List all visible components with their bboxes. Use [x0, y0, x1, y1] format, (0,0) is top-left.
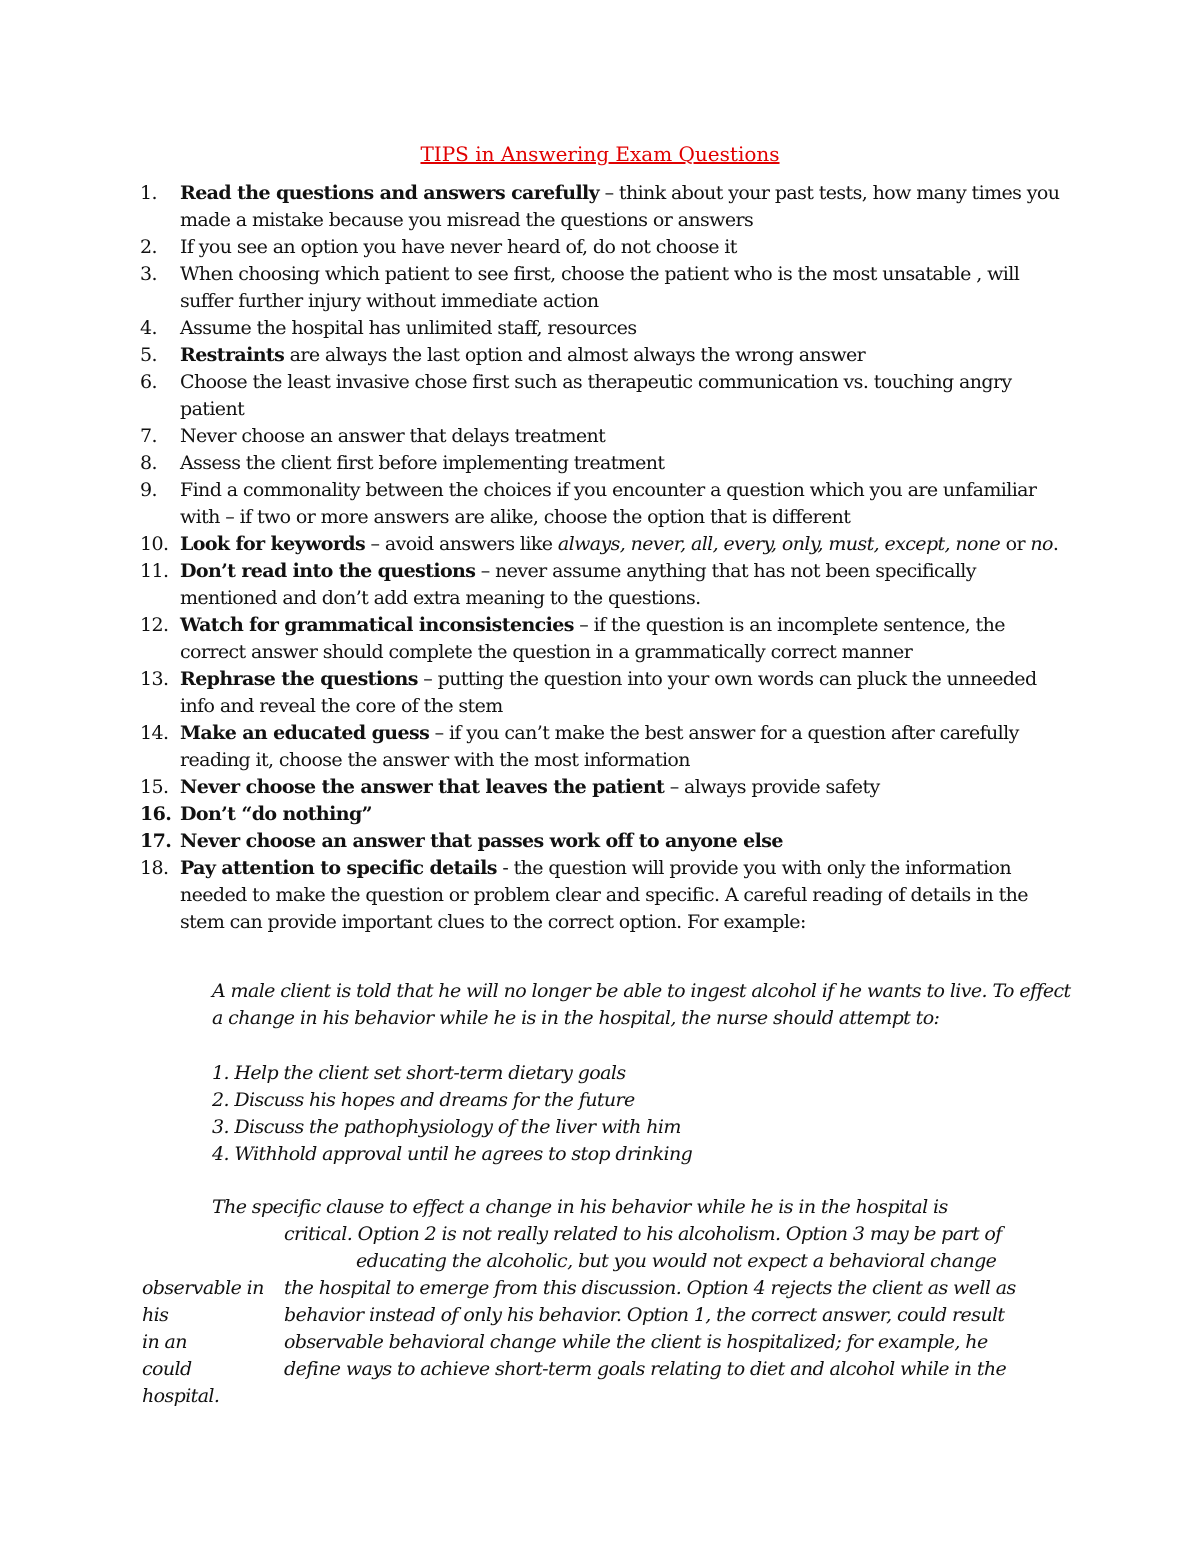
- tip-item-11: [140, 558, 1070, 612]
- tip-number: 14.: [140, 722, 169, 744]
- tip-item-10: [140, 531, 1070, 558]
- tip-number: 10.: [140, 533, 169, 555]
- explanation-side-word: could: [142, 1358, 192, 1380]
- tip-item-5: [140, 342, 1070, 369]
- tip-number: 13.: [140, 668, 169, 690]
- explanation-first-line: The specific clause to effect a change in his behavior while he is in the hospital is: [212, 1196, 948, 1218]
- tip-item-18: [140, 855, 1070, 936]
- tip-keyword-no: no: [1030, 533, 1053, 555]
- tip-item-9: [140, 477, 1070, 531]
- example-question: A male client is told that he will no longer be able to ingest alcohol if he wants to live. To effect a change in his behavior while he is in the hospital, the nurse should attempt to:: [212, 980, 1071, 1029]
- tip-item-7: [140, 423, 1070, 450]
- tip-number: 6.: [140, 371, 157, 393]
- tip-text: If you see an option you have never heard of, do not choose it: [180, 236, 737, 258]
- tip-number: 12.: [140, 614, 169, 636]
- explanation-side-word: in an: [142, 1331, 187, 1353]
- tip-item-3: [140, 261, 1070, 315]
- tip-text: – avoid answers like: [365, 533, 558, 555]
- document-title: TIPS in Answering Exam Questions: [420, 142, 780, 166]
- explanation-side-word: observable in: [142, 1277, 264, 1299]
- tip-text: – if you can’t make the best answer for a question after carefully reading it, choose the answer with the most information: [180, 722, 1019, 771]
- example-option: 2. Discuss his hopes and dreams for the future: [212, 1089, 635, 1111]
- tip-text: Assume the hospital has unlimited staff, resources: [180, 317, 637, 339]
- tip-item-2: [140, 234, 1070, 261]
- example-options: [212, 1060, 1072, 1168]
- explanation-line: the hospital to emerge from this discussion. Option 4 rejects the client as well as: [284, 1277, 1016, 1299]
- example-option: 4. Withhold approval until he agrees to stop drinking: [212, 1143, 693, 1165]
- tip-heading: Make an educated guess: [180, 722, 430, 744]
- tip-heading: Pay attention to specific details: [180, 857, 497, 879]
- tip-text: – always provide safety: [664, 776, 880, 798]
- explanation-line: define ways to achieve short-term goals relating to diet and alcohol while in the: [284, 1358, 1007, 1380]
- tip-item-12: [140, 612, 1070, 666]
- tip-heading: Never choose the answer that leaves the patient: [180, 776, 665, 798]
- tip-text: or: [1000, 533, 1031, 555]
- tip-text: When choosing which patient to see first, choose the patient who is the most unsatable , will suffer further injury without immediate action: [180, 263, 1020, 312]
- tip-number: 1.: [140, 182, 157, 204]
- tip-text: Assess the client first before implementing treatment: [180, 452, 665, 474]
- tip-number: 18.: [140, 857, 169, 879]
- tip-item-8: [140, 450, 1070, 477]
- tip-item-6: [140, 369, 1070, 423]
- tip-text: Find a commonality between the choices if you encounter a question which you are unfamiliar with – if two or more answers are alike, choose the option that is different: [180, 479, 1037, 528]
- tip-item-1: [140, 180, 1070, 234]
- tip-text: – putting the question into your own words can pluck the unneeded info and reveal the core of the stem: [180, 668, 1037, 717]
- tip-text: Choose the least invasive chose first such as therapeutic communication vs. touching angry patient: [180, 371, 1012, 420]
- tip-heading: Restraints: [180, 344, 285, 366]
- tip-item-14: [140, 720, 1070, 774]
- tip-text: – never assume anything that has not been specifically mentioned and don’t add extra meaning to the questions.: [180, 560, 976, 609]
- explanation-line: observable behavioral change while the client is hospitalized; for example, he: [284, 1331, 988, 1353]
- explanation-side-word: hospital.: [142, 1385, 220, 1407]
- tip-heading: Don’t read into the questions: [180, 560, 476, 582]
- tip-item-15: [140, 774, 1070, 801]
- tip-text: .: [1052, 533, 1059, 555]
- explanation-line: educating the alcoholic, but you would not expect a behavioral change: [356, 1250, 997, 1272]
- tip-text: Never choose an answer that delays treatment: [180, 425, 606, 447]
- tip-number: 7.: [140, 425, 157, 447]
- tip-item-13: [140, 666, 1070, 720]
- explanation-side-column: [142, 1275, 282, 1410]
- example-option: 3. Discuss the pathophysiology of the liver with him: [212, 1116, 681, 1138]
- tip-text: – think about your past tests, how many times you made a mistake because you misread the questions or answers: [180, 182, 1060, 231]
- tip-heading: Rephrase the questions: [180, 668, 418, 690]
- tip-number: 5.: [140, 344, 157, 366]
- tip-heading: Don’t “do nothing”: [180, 803, 372, 825]
- tip-number: 9.: [140, 479, 157, 501]
- tip-heading: Watch for grammatical inconsistencies: [180, 614, 574, 636]
- tip-heading: Read the questions and answers carefully: [180, 182, 600, 204]
- tip-number: 8.: [140, 452, 157, 474]
- tip-number: 15.: [140, 776, 169, 798]
- tip-heading: Never choose an answer that passes work off to anyone else: [180, 830, 783, 852]
- tips-list: [140, 180, 1070, 936]
- tip-number: 2.: [140, 236, 157, 258]
- explanation-line: critical. Option 2 is not really related to his alcoholism. Option 3 may be part of: [284, 1223, 1002, 1245]
- tip-text: are always the last option and almost always the wrong answer: [284, 344, 866, 366]
- tip-number: 17.: [140, 830, 172, 852]
- explanation-line: behavior instead of only his behavior. Option 1, the correct answer, could result: [284, 1304, 1005, 1326]
- tip-item-17: [140, 828, 1070, 855]
- explanation-side-word: his: [142, 1304, 169, 1326]
- tip-number: 3.: [140, 263, 157, 285]
- tip-text: - the question will provide you with only the information needed to make the question or problem clear and specific. A careful reading of details in the stem can provide important clues to the correct option. For example:: [180, 857, 1028, 933]
- tip-number: 4.: [140, 317, 157, 339]
- explanation-column: [284, 1221, 1074, 1383]
- tip-keywords: always, never, all, every, only, must, except, none: [557, 533, 1001, 555]
- example-option: 1. Help the client set short-term dietary goals: [212, 1062, 626, 1084]
- tip-item-16: [140, 801, 1070, 828]
- tip-text: – if the question is an incomplete sentence, the correct answer should complete the question in a grammatically correct manner: [180, 614, 1005, 663]
- tip-heading: Look for keywords: [180, 533, 366, 555]
- tip-number: 11.: [140, 560, 169, 582]
- tip-item-4: [140, 315, 1070, 342]
- tip-number: 16.: [140, 803, 172, 825]
